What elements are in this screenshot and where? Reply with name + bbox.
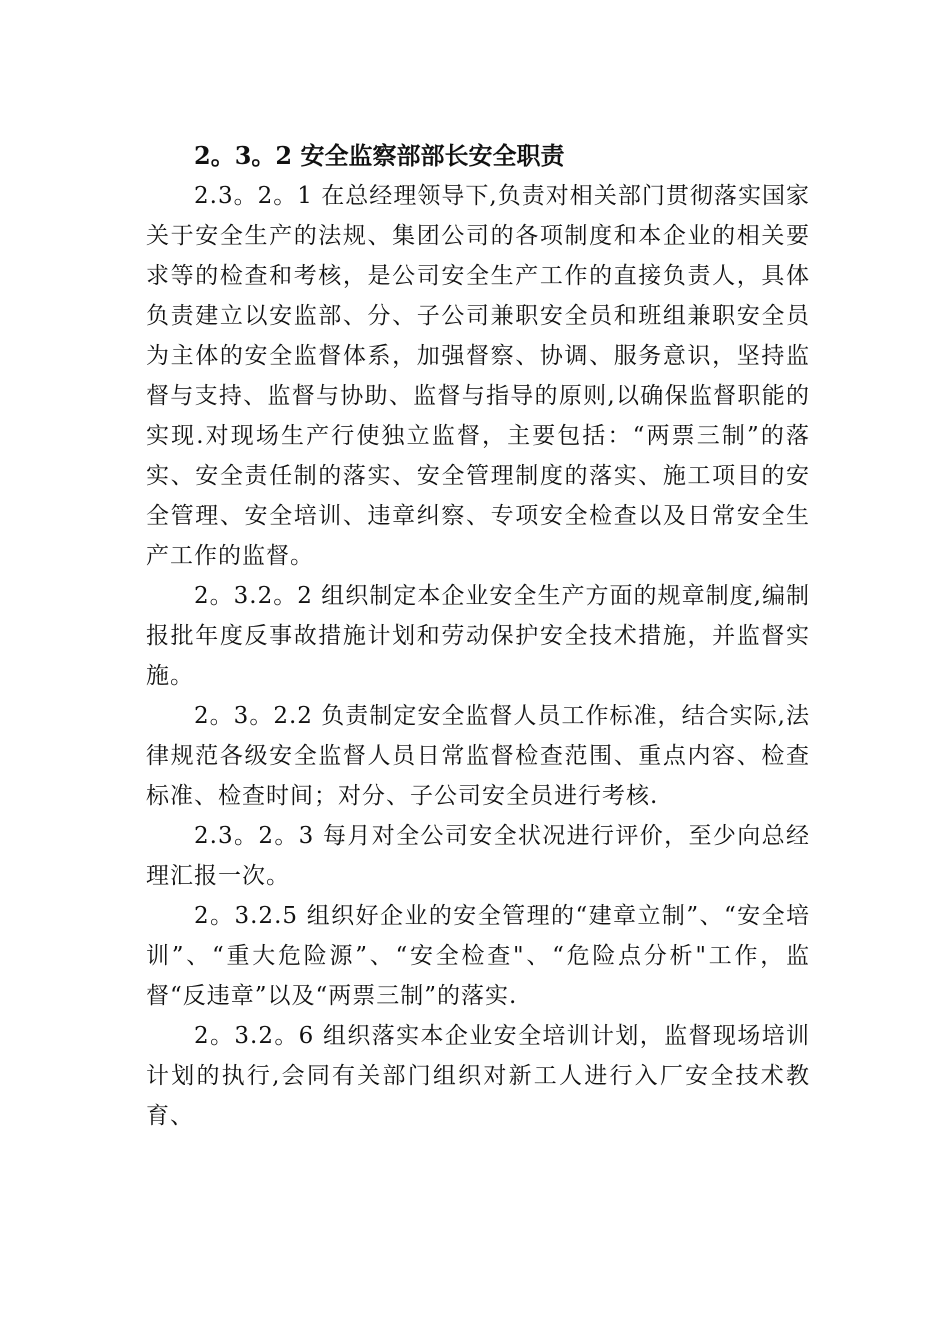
paragraph-2-3-2-6: 2。3.2。6 组织落实本企业安全培训计划，监督现场培训计划的执行,会同有关部门组织对新工人进行入厂安全技术教育、 bbox=[146, 1023, 810, 1129]
paragraph-2-3-2-2: 2。3.2。2 组织制定本企业安全生产方面的规章制度,编制报批年度反事故措施计划和劳动保护安全技术措施，并监督实施。 bbox=[146, 583, 810, 689]
document-body bbox=[146, 136, 810, 1136]
section-heading: 2。3。2 安全监察部部长安全职责 bbox=[194, 141, 565, 170]
paragraph-2-3-2-5: 2。3.2.5 组织好企业的安全管理的“建章立制”、“安全培训”、“重大危险源”、“安全检查"、“危险点分析"工作，监督“反违章”以及“两票三制”的落实. bbox=[146, 903, 810, 1009]
paragraph-2-3-2-2-standards: 2。3。2.2 负责制定安全监督人员工作标准，结合实际,法律规范各级安全监督人员日常监督检查范围、重点内容、检查标准、检查时间；对分、子公司安全员进行考核. bbox=[146, 703, 810, 809]
paragraph-2-3-2-1: 2.3。2。1 在总经理领导下,负责对相关部门贯彻落实国家关于安全生产的法规、集团公司的各项制度和本企业的相关要求等的检查和考核，是公司安全生产工作的直接负责人，具体负责建立以安监部、分、子公司兼职安全员和班组兼职安全员为主体的安全监督体系，加强督察、协调、服务意识，坚持监督与支持、监督与协助、监督与指导的原则,以确保监督职能的实现.对现场生产行使独立监督，主要包括：“两票三制”的落实、安全责任制的落实、安全管理制度的落实、施工项目的安全管理、安全培训、违章纠察、专项安全检查以及日常安全生产工作的监督。 bbox=[146, 183, 810, 569]
paragraph-2-3-2-3: 2.3。2。3 每月对全公司安全状况进行评价，至少向总经理汇报一次。 bbox=[146, 823, 810, 889]
